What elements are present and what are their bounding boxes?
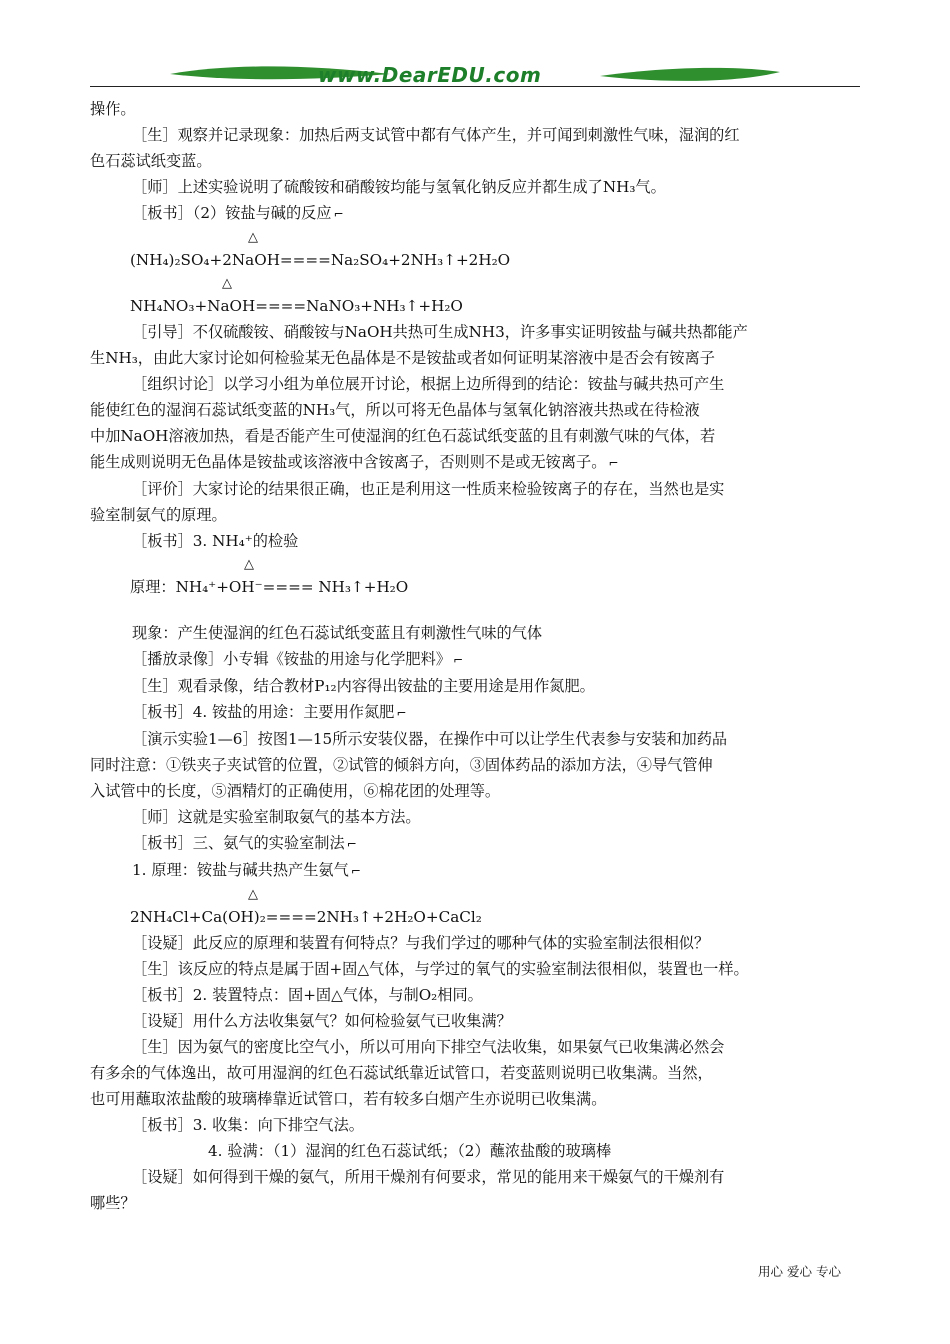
return-mark-icon: ⌐ [608,456,619,470]
return-mark-icon: ⌐ [333,207,344,221]
heat-symbol: △ [248,230,258,245]
text-line [90,857,862,884]
spacer [90,600,862,620]
text-line: ［设疑］用什么方法收集氨气？如何检验氨气已收集满？ [132,1012,512,1030]
text-line [90,449,862,476]
text-line: ［演示实验1—6］按图1—15所示安装仪器，在操作中可以让学生代表参与安装和加药品 [132,730,728,748]
text-line: 同时注意：①铁夹子夹试管的位置，②试管的倾斜方向，③固体药品的添加方法，④导气管伸 [90,756,713,774]
equation-1 [90,230,862,273]
text-line: ［设疑］此反应的原理和装置有何特点？与我们学过的哪种气体的实验室制法很相似？ [132,934,710,952]
text-line: 中加NaOH溶液加热，看是否能产生可使湿润的红色石蕊试纸变蓝的且有刺激气味的气体，若 [90,427,716,445]
heat-symbol: △ [248,887,258,902]
text-line: 现象：产生使湿润的红色石蕊试纸变蓝且有刺激性气味的气体 [132,624,543,642]
equation-text: NH₄NO₃+NaOH====NaNO₃+NH₃↑+H₂O [130,297,463,315]
board-heading [90,200,862,227]
page-footer: 用心 爱心 专心 [758,1264,841,1279]
text-line: 入试管中的长度，⑤酒精灯的正确使用，⑥棉花团的处理等。 [90,782,501,800]
text-line: ［师］上述实验说明了硫酸铵和硝酸铵均能与氢氧化钠反应并都生成了NH₃气。 [132,178,666,196]
text-line: ［引导］不仅硫酸铵、硝酸铵与NaOH共热可生成NH3，许多事实证明铵盐与碱共热都能产 [132,323,748,341]
text-line: ［板书］4. 铵盐的用途：主要用作氮肥 [132,703,395,721]
text-line: 能使红色的湿润石蕊试纸变蓝的NH₃气，所以可将无色晶体与氢氧化钠溶液共热或在待检液 [90,401,700,419]
text-line: ［师］这就是实验室制取氨气的基本方法。 [132,808,421,826]
text-line: 验室制氨气的原理。 [90,506,227,524]
spacer [90,273,862,293]
text-line: ［板书］2. 装置特点：固+固△气体，与制O₂相同。 [132,986,483,1004]
equation-3 [90,887,862,930]
text-line: 色石蕊试纸变蓝。 [90,152,212,170]
text-line: ［生］该反应的特点是属于固+固△气体，与学过的氧气的实验室制法很相似，装置也一样。 [132,960,749,978]
return-mark-icon: ⌐ [346,837,357,851]
text-line: 4. 验满：（1）湿润的红色石蕊试纸；（2）蘸浓盐酸的玻璃棒 [208,1142,612,1160]
header-rule [90,86,860,87]
equation-2 [90,276,862,319]
text-line: ［评价］大家讨论的结果很正确，也正是利用这一性质来检验铵离子的存在，当然也是实 [132,480,725,498]
text-line: 能生成则说明无色晶体是铵盐或该溶液中含铵离子，否则则不是或无铵离子。 [90,453,607,471]
equation-text: (NH₄)₂SO₄+2NaOH====Na₂SO₄+2NH₃↑+2H₂O [130,251,511,269]
return-mark-icon: ⌐ [396,706,407,720]
text-line: ［板书］三、氨气的实验室制法 [132,834,345,852]
right-leaf-swoosh [600,68,780,81]
text-line: 1. 原理：铵盐与碱共热产生氨气 [132,861,349,879]
spacer [90,884,862,904]
text-line [90,830,862,857]
return-mark-icon: ⌐ [350,864,361,878]
return-mark-icon: ⌐ [452,653,463,667]
text-line [90,646,862,673]
equation-text: 2NH₄Cl+Ca(OH)₂====2NH₃↑+2H₂O+CaCl₂ [130,908,482,926]
spacer [90,227,862,247]
text-line: 哪些？ [90,1194,136,1212]
text-line: ［生］因为氨气的密度比空气小，所以可用向下排空气法收集，如果氨气已收集满必然会 [132,1038,725,1056]
text-line: 生NH₃，由此大家讨论如何检验某无色晶体是不是铵盐或者如何证明某溶液中是否会有铵离子 [90,349,715,367]
heat-symbol: △ [222,276,232,291]
text-line: 有多余的气体逸出，故可用湿润的红色石蕊试纸靠近试管口，若变蓝则说明已收集满。当然， [90,1064,713,1082]
text-line: 操作。 [90,100,136,118]
site-logo: www.DearEDU.com [318,63,542,87]
spacer [90,554,862,574]
text-line: ［播放录像］小专辑《铵盐的用途与化学肥料》 [132,650,451,668]
document-body [90,96,862,1216]
text-line: ［设疑］如何得到干燥的氨气，所用干燥剂有何要求，常见的能用来干燥氨气的干燥剂有 [132,1168,725,1186]
principle-equation [90,557,862,600]
equation-text: 原理：NH₄⁺+OH⁻==== NH₃↑+H₂O [130,578,409,596]
text-line: ［板书］（2）铵盐与碱的反应 [132,204,332,222]
board-heading: ［板书］3. NH₄⁺的检验 [132,532,299,550]
text-line: ［生］观察并记录现象：加热后两支试管中都有气体产生，并可闻到刺激性气味，湿润的红 [132,126,740,144]
text-line: ［组织讨论］以学习小组为单位展开讨论，根据上边所得到的结论：铵盐与碱共热可产生 [132,375,725,393]
text-line: 也可用蘸取浓盐酸的玻璃棒靠近试管口，若有较多白烟产生亦说明已收集满。 [90,1090,607,1108]
text-line: ［板书］3. 收集：向下排空气法。 [132,1116,364,1134]
text-line: ［生］观看录像，结合教材P₁₂内容得出铵盐的主要用途是用作氮肥。 [132,677,595,695]
text-line [90,699,862,726]
heat-symbol: △ [244,557,254,572]
